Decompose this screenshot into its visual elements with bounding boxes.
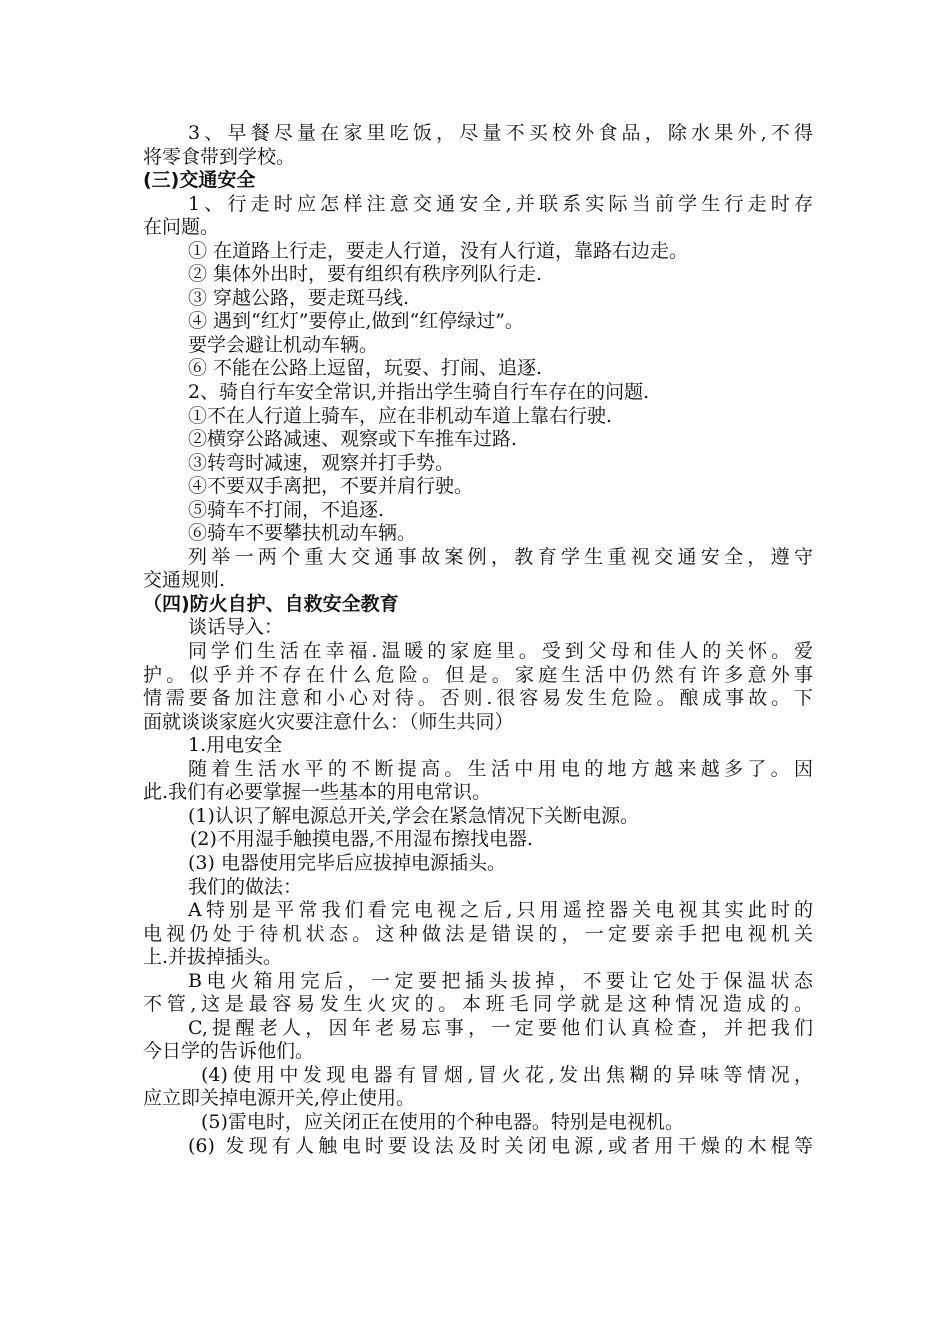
list-item: ⑥ 不能在公路上逗留，玩耍、打闹、追逐. — [188, 357, 543, 380]
list-item: ⑥骑车不要攀扶机动车辆。 — [188, 522, 417, 545]
list-item: ①不在人行道上骑车，应在非机动车道上靠右行驶. — [188, 404, 613, 427]
list-item: ③ 穿越公路，要走斑马线. — [188, 286, 410, 309]
text-line: 2、骑自行车安全常识,并指出学生骑自行车存在的问题. — [188, 381, 650, 404]
text-line: 同学们生活在幸福.温暖的家庭里。受到父母和佳人的关怀。爱 — [188, 640, 813, 663]
text-line: 护。似乎并不存在什么危险。但是。家庭生活中仍然有许多意外事 — [143, 663, 813, 686]
text-line: 将零食带到学校。 — [143, 145, 296, 168]
text-line: B电火箱用完后，一定要把插头拔掉，不要让它处于保温状态 — [188, 969, 813, 992]
list-item: (1)认识了解电源总开关,学会在紧急情况下关断电源。 — [188, 804, 639, 827]
list-item: (6) 发现有人触电时要设法及时关闭电源,或者用干燥的木棍等 — [188, 1134, 813, 1157]
list-item: ④ 遇到“红灯”要停止,做到“红停绿过”。 — [188, 310, 524, 333]
text-line: 我们的做法： — [188, 875, 303, 898]
text-line: A特别是平常我们看完电视之后,只用遥控器关电视其实此时的 — [188, 899, 813, 922]
list-item: ① 在道路上行走，要走人行道，没有人行道，靠路右边走。 — [188, 239, 689, 262]
text-line: 电视仍处于待机状态。这种做法是错误的，一定要亲手把电视机关 — [143, 922, 813, 945]
list-item: (5)雷电时，应关闭正在使用的个种电器。特别是电视机。 — [201, 1110, 684, 1133]
text-line: 交通规则. — [143, 569, 226, 592]
text-line: 不管,这是最容易发生火灾的。本班毛同学就是这种情况造成的。 — [143, 993, 813, 1016]
text-line: 随着生活水平的不断提高。生活中用电的地方越来越多了。因 — [188, 757, 813, 780]
text-line: 3、早餐尽量在家里吃饭，尽量不买校外食品，除水果外,不得 — [188, 122, 813, 144]
list-item: (4)使用中发现电器有冒烟,冒火花,发出焦糊的异味等情况， — [201, 1063, 813, 1086]
text-line: 列举一两个重大交通事故案例，教育学生重视交通安全，遵守 — [188, 545, 813, 568]
list-item: ⑤骑车不打闹，不追逐. — [188, 498, 385, 521]
text-line: 今日学的告诉他们。 — [143, 1040, 315, 1063]
document-page — [143, 122, 813, 1158]
list-item: ② 集体外出时，要有组织有秩序列队行走. — [188, 263, 543, 286]
list-item: ④不要双手离把，不要并肩行驶。 — [188, 475, 474, 498]
list-item: ②横穿公路减速、观察或下车推车过路. — [188, 428, 518, 451]
text-line: 此.我们有必要掌握一些基本的用电常识。 — [143, 781, 492, 804]
text-line: 应立即关掉电源开关,停止使用。 — [143, 1087, 416, 1110]
text-line: 1、行走时应怎样注意交通安全,并联系实际当前学生行走时存 — [188, 192, 813, 215]
text-line: C,提醒老人，因年老易忘事，一定要他们认真检查，并把我们 — [188, 1016, 813, 1039]
list-item: ③转弯时减速，观察并打手势。 — [188, 451, 455, 474]
section-heading: (三)交通安全 — [143, 169, 256, 192]
text-line: 上.并拔掉插头。 — [143, 946, 283, 969]
list-item: (2)不用湿手触摸电器,不用湿布擦找电器. — [190, 828, 533, 851]
subsection-heading: 1.用电安全 — [188, 734, 283, 757]
section-heading: （四)防火自护、自救安全教育 — [143, 592, 399, 615]
text-line: 要学会避让机动车辆。 — [188, 333, 379, 356]
list-item: (3) 电器使用完毕后应拔掉电源插头。 — [188, 851, 506, 874]
text-line: 情需要备加注意和小心对待。否则.很容易发生危险。酿成事故。下 — [143, 687, 813, 710]
text-line: 在问题。 — [143, 216, 220, 239]
text-line: 谈话导入： — [188, 616, 284, 639]
text-line: 面就谈谈家庭火灾要注意什么：（师生共同） — [143, 710, 514, 733]
